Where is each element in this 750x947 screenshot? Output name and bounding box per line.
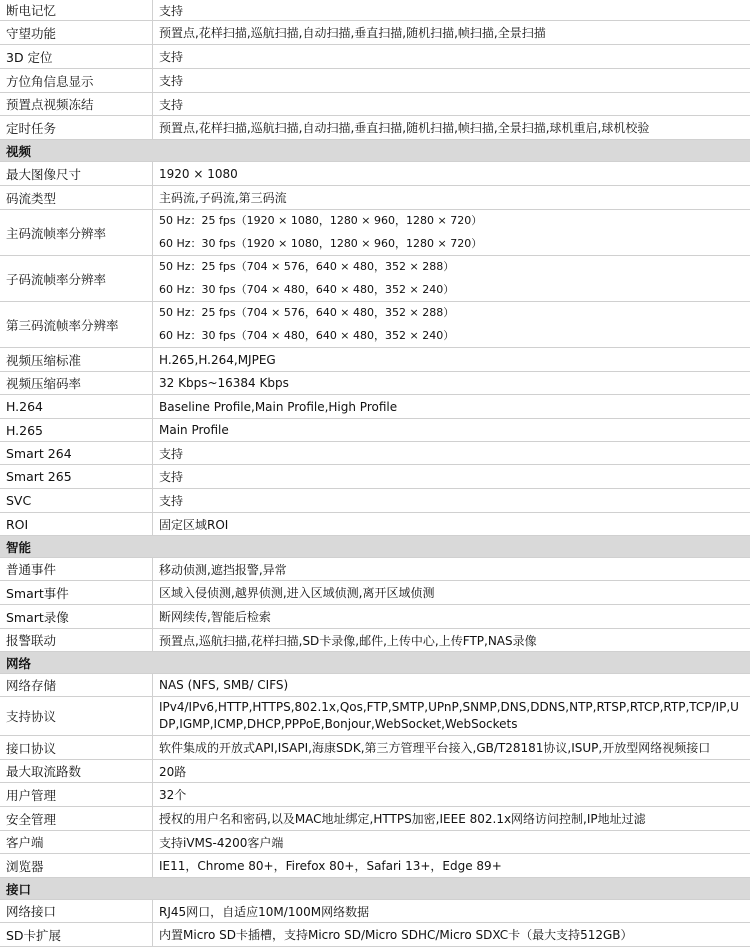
spec-row xyxy=(0,442,750,465)
spec-value: 固定区域ROI xyxy=(153,513,750,536)
spec-row xyxy=(0,0,750,21)
spec-value: IPv4/IPv6,HTTP,HTTPS,802.1x,Qos,FTP,SMTP,UPnP,SNMP,DNS,DDNS,NTP,RTSP,RTCP,RTP,TCP/IP,UDP,IGMP,ICMP,DHCP,PPPoE,Bonjour,WebSocket,WebSockets xyxy=(153,697,750,736)
spec-value: 支持 xyxy=(153,489,750,513)
section-title: 网络 xyxy=(0,652,750,674)
spec-row xyxy=(0,783,750,807)
spec-value: 支持 xyxy=(153,69,750,93)
spec-value: 支持 xyxy=(153,45,750,69)
spec-row xyxy=(0,807,750,831)
spec-row xyxy=(0,348,750,372)
spec-key: 网络存储 xyxy=(0,674,153,697)
spec-value: 支持 xyxy=(153,465,750,489)
spec-row xyxy=(0,854,750,878)
spec-key: SVC xyxy=(0,489,153,513)
spec-value: 支持 xyxy=(153,0,750,21)
spec-value: 支持 xyxy=(153,93,750,116)
section-header-row xyxy=(0,652,750,674)
spec-row xyxy=(0,697,750,736)
spec-value: 1920 × 1080 xyxy=(153,162,750,186)
spec-value: 32个 xyxy=(153,783,750,807)
spec-value: Main Profile xyxy=(153,419,750,442)
spec-value-line: 60 Hz：30 fps（704 × 480，640 × 480，352 × 240） xyxy=(159,279,744,302)
spec-value-line: 60 Hz：30 fps（704 × 480，640 × 480，352 × 240） xyxy=(159,325,744,348)
spec-value xyxy=(153,302,750,348)
spec-key: 守望功能 xyxy=(0,21,153,45)
spec-key: 安全管理 xyxy=(0,807,153,831)
spec-value: 预置点,巡航扫描,花样扫描,SD卡录像,邮件,上传中心,上传FTP,NAS录像 xyxy=(153,629,750,652)
spec-row xyxy=(0,395,750,419)
section-title: 接口 xyxy=(0,878,750,900)
spec-key: 定时任务 xyxy=(0,116,153,140)
spec-value: 区域入侵侦测,越界侦测,进入区域侦测,离开区域侦测 xyxy=(153,581,750,605)
spec-row xyxy=(0,162,750,186)
spec-row xyxy=(0,736,750,760)
spec-value xyxy=(153,256,750,302)
section-title: 智能 xyxy=(0,536,750,558)
spec-row xyxy=(0,186,750,210)
spec-value: 32 Kbps~16384 Kbps xyxy=(153,372,750,395)
spec-row xyxy=(0,581,750,605)
spec-key: 支持协议 xyxy=(0,697,153,736)
spec-value-line: 50 Hz：25 fps（704 × 576，640 × 480，352 × 288） xyxy=(159,256,744,279)
spec-value: 20路 xyxy=(153,760,750,783)
spec-key: 网络接口 xyxy=(0,900,153,923)
spec-row xyxy=(0,419,750,442)
spec-row xyxy=(0,900,750,923)
spec-key: 第三码流帧率分辨率 xyxy=(0,302,153,348)
spec-key: 浏览器 xyxy=(0,854,153,878)
spec-row xyxy=(0,45,750,69)
spec-row xyxy=(0,69,750,93)
spec-key: 方位角信息显示 xyxy=(0,69,153,93)
spec-key: 预置点视频冻结 xyxy=(0,93,153,116)
spec-row xyxy=(0,21,750,45)
spec-value-line: 60 Hz：30 fps（1920 × 1080，1280 × 960，1280 × 720） xyxy=(159,233,744,256)
spec-key: 断电记忆 xyxy=(0,0,153,21)
spec-key: 客户端 xyxy=(0,831,153,854)
spec-row xyxy=(0,489,750,513)
section-header-row xyxy=(0,140,750,162)
spec-row xyxy=(0,760,750,783)
spec-key: 用户管理 xyxy=(0,783,153,807)
spec-value: 预置点,花样扫描,巡航扫描,自动扫描,垂直扫描,随机扫描,帧扫描,全景扫描 xyxy=(153,21,750,45)
spec-key: 普通事件 xyxy=(0,558,153,581)
spec-value: Baseline Profile,Main Profile,High Profile xyxy=(153,395,750,419)
spec-key: 码流类型 xyxy=(0,186,153,210)
spec-row xyxy=(0,372,750,395)
spec-value: 预置点,花样扫描,巡航扫描,自动扫描,垂直扫描,随机扫描,帧扫描,全景扫描,球机重启,球机校验 xyxy=(153,116,750,140)
spec-value: RJ45网口，自适应10M/100M网络数据 xyxy=(153,900,750,923)
section-header-row xyxy=(0,878,750,900)
spec-value: NAS (NFS, SMB/ CIFS) xyxy=(153,674,750,697)
spec-row xyxy=(0,558,750,581)
spec-key: 视频压缩标准 xyxy=(0,348,153,372)
spec-key: SD卡扩展 xyxy=(0,923,153,947)
spec-key: 报警联动 xyxy=(0,629,153,652)
spec-row xyxy=(0,302,750,348)
spec-key: 接口协议 xyxy=(0,736,153,760)
spec-key: H.265 xyxy=(0,419,153,442)
spec-row xyxy=(0,465,750,489)
spec-row xyxy=(0,93,750,116)
spec-key: 最大取流路数 xyxy=(0,760,153,783)
spec-value: 支持 xyxy=(153,442,750,465)
spec-row xyxy=(0,256,750,302)
spec-value: 移动侦测,遮挡报警,异常 xyxy=(153,558,750,581)
spec-value-line: 50 Hz：25 fps（1920 × 1080，1280 × 960，1280 × 720） xyxy=(159,210,744,233)
spec-value: H.265,H.264,MJPEG xyxy=(153,348,750,372)
spec-value-line: 50 Hz：25 fps（704 × 576，640 × 480，352 × 288） xyxy=(159,302,744,325)
spec-value: 支持iVMS-4200客户端 xyxy=(153,831,750,854)
spec-row xyxy=(0,116,750,140)
spec-row xyxy=(0,605,750,629)
spec-value: 断网续传,智能后检索 xyxy=(153,605,750,629)
spec-key: Smart 264 xyxy=(0,442,153,465)
section-header-row xyxy=(0,536,750,558)
spec-key: Smart事件 xyxy=(0,581,153,605)
spec-key: 子码流帧率分辨率 xyxy=(0,256,153,302)
spec-value: 授权的用户名和密码,以及MAC地址绑定,HTTPS加密,IEEE 802.1x网络访问控制,IP地址过滤 xyxy=(153,807,750,831)
spec-value: 主码流,子码流,第三码流 xyxy=(153,186,750,210)
spec-key: 3D 定位 xyxy=(0,45,153,69)
spec-value: IE11，Chrome 80+，Firefox 80+，Safari 13+，Edge 89+ xyxy=(153,854,750,878)
spec-key: 视频压缩码率 xyxy=(0,372,153,395)
spec-row xyxy=(0,674,750,697)
spec-row xyxy=(0,831,750,854)
spec-value: 软件集成的开放式API,ISAPI,海康SDK,第三方管理平台接入,GB/T28181协议,ISUP,开放型网络视频接口 xyxy=(153,736,750,760)
spec-row xyxy=(0,210,750,256)
spec-key: 主码流帧率分辨率 xyxy=(0,210,153,256)
spec-key: Smart录像 xyxy=(0,605,153,629)
spec-row xyxy=(0,629,750,652)
section-title: 视频 xyxy=(0,140,750,162)
spec-key: 最大图像尺寸 xyxy=(0,162,153,186)
spec-row xyxy=(0,513,750,536)
spec-key: H.264 xyxy=(0,395,153,419)
spec-row xyxy=(0,923,750,947)
spec-key: ROI xyxy=(0,513,153,536)
spec-key: Smart 265 xyxy=(0,465,153,489)
spec-value: 内置Micro SD卡插槽，支持Micro SD/Micro SDHC/Micro SDXC卡（最大支持512GB） xyxy=(153,923,750,947)
spec-value xyxy=(153,210,750,256)
